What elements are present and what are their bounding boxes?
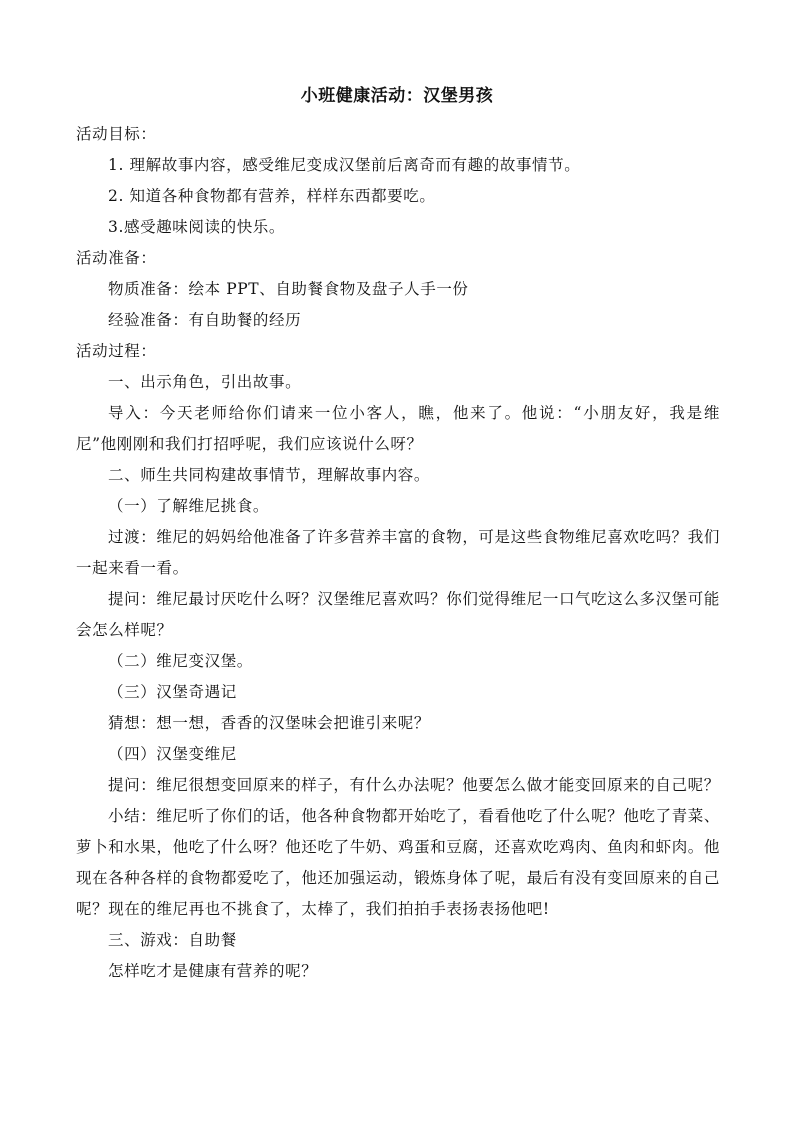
document-body <box>76 119 720 987</box>
step-heading: 三、游戏：自助餐 <box>108 931 237 949</box>
step-heading: 一、出示角色，引出故事。 <box>108 373 302 391</box>
step-heading: 二、师生共同构建故事情节，理解故事内容。 <box>108 466 431 484</box>
sub-heading: （四）汉堡变维尼 <box>108 745 237 763</box>
process-heading: 活动过程： <box>76 342 157 360</box>
prep-heading: 活动准备： <box>76 249 157 267</box>
goal-item: 1. 理解故事内容，感受维尼变成汉堡前后离奇而有趣的故事情节。 <box>108 156 581 174</box>
guess-line: 猜想：想一想，香香的汉堡味会把谁引来呢？ <box>108 714 431 732</box>
transition-paragraph: 过渡：维尼的妈妈给他准备了许多营养丰富的食物，可是这些食物维尼喜欢吃吗？我们一起来看一看。 <box>76 528 720 577</box>
final-question: 怎样吃才是健康有营养的呢？ <box>108 962 318 980</box>
prep-item: 物质准备：绘本 PPT、自助餐食物及盘子人手一份 <box>108 280 469 298</box>
goal-item: 2. 知道各种食物都有营养，样样东西都要吃。 <box>108 187 436 205</box>
sub-heading: （二）维尼变汉堡。 <box>108 652 253 670</box>
summary-paragraph: 小结：维尼听了你们的话，他各种食物都开始吃了，看看他吃了什么呢？他吃了青菜、萝卜和水果，他吃了什么呀？他还吃了牛奶、鸡蛋和豆腐，还喜欢吃鸡肉、鱼肉和虾肉。他现在各种各样的食物都爱吃了，他还加强运动，锻炼身体了呢，最后有没有变回原来的自己呢？现在的维尼再也不挑食了，太棒了，我们拍拍手表扬表扬他吧! <box>76 807 721 918</box>
sub-heading: （三）汉堡奇遇记 <box>108 683 237 701</box>
sub-heading: （一）了解维尼挑食。 <box>108 497 270 515</box>
document-title: 小班健康活动：汉堡男孩 <box>300 86 494 106</box>
intro-paragraph: 导入：今天老师给你们请来一位小客人，瞧，他来了。他说：“小朋友好，我是维尼”他刚刚和我们打招呼呢，我们应该说什么呀？ <box>76 404 720 453</box>
question-paragraph: 提问：维尼最讨厌吃什么呀？汉堡维尼喜欢吗？你们觉得维尼一口气吃这么多汉堡可能会怎么样呢？ <box>76 590 720 639</box>
goals-heading: 活动目标： <box>76 125 157 143</box>
goal-item: 3.感受趣味阅读的快乐。 <box>108 218 285 236</box>
prep-item: 经验准备：有自助餐的经历 <box>108 311 302 329</box>
question-line: 提问：维尼很想变回原来的样子，有什么办法呢？他要怎么做才能变回原来的自己呢？ <box>108 776 720 794</box>
